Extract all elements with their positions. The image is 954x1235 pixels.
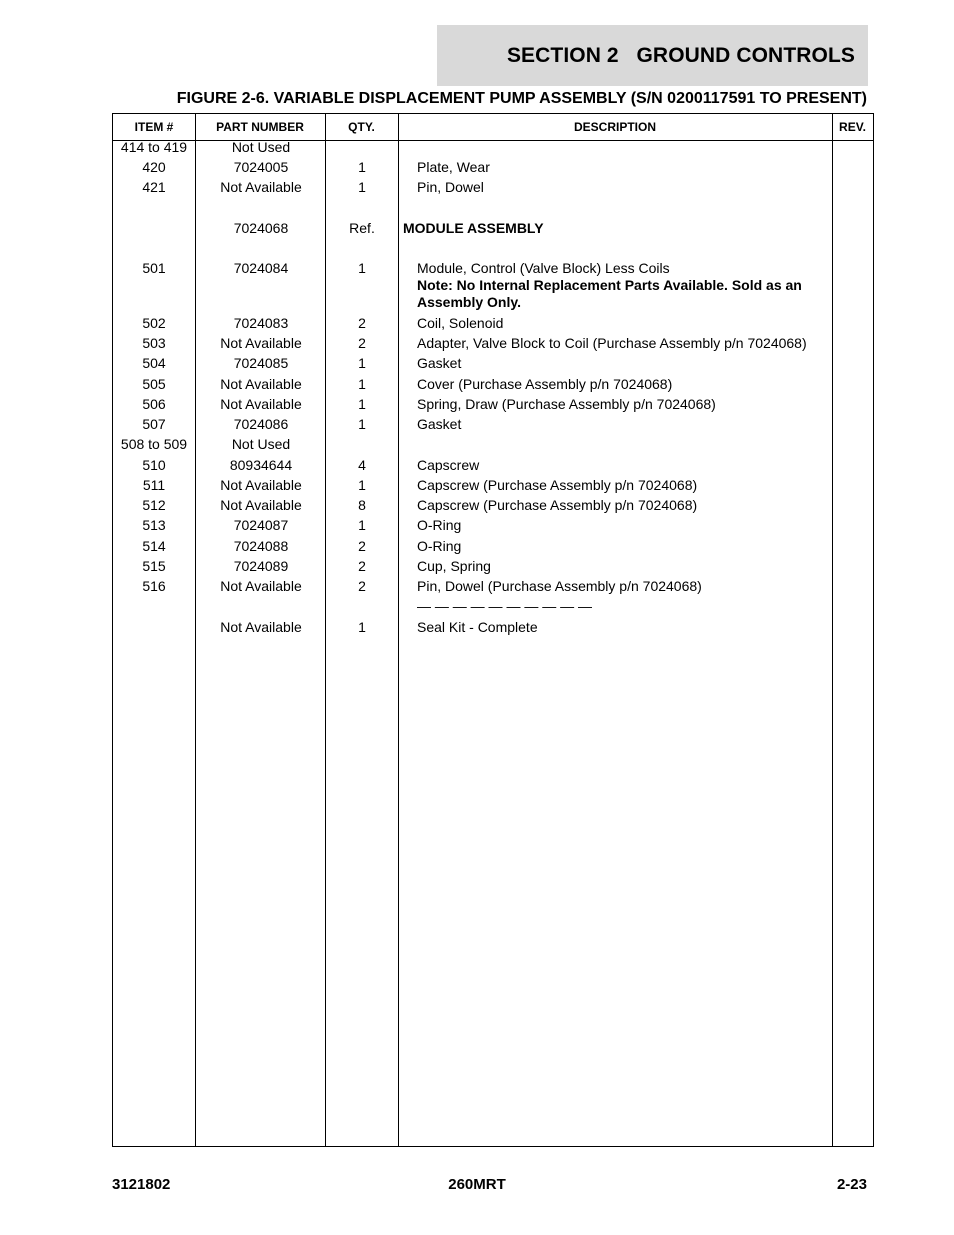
footer-page-number: 2-23 bbox=[836, 1176, 867, 1193]
description: Plate, Wear bbox=[417, 159, 490, 175]
part-number: 7024085 bbox=[233, 355, 289, 371]
description: O-Ring bbox=[417, 517, 462, 533]
description-block bbox=[417, 260, 827, 311]
part-number: Not Available bbox=[220, 477, 302, 493]
column-header-qty: QTY. bbox=[348, 120, 375, 134]
description: Seal Kit - Complete bbox=[417, 619, 538, 635]
description: Capscrew (Purchase Assembly p/n 7024068) bbox=[417, 497, 698, 513]
quantity: 1 bbox=[358, 179, 366, 195]
part-number: 80934644 bbox=[229, 457, 293, 473]
part-number: Not Available bbox=[220, 335, 302, 351]
quantity: 1 bbox=[358, 260, 366, 276]
part-number: 7024084 bbox=[233, 260, 289, 276]
footer-document-number: 3121802 bbox=[112, 1176, 171, 1193]
item-number: 512 bbox=[142, 497, 166, 513]
description: Gasket bbox=[417, 416, 462, 432]
description: Gasket bbox=[417, 355, 462, 371]
part-number: Not Available bbox=[220, 578, 302, 594]
description: Capscrew bbox=[417, 457, 480, 473]
part-number: 7024089 bbox=[233, 558, 289, 574]
quantity: Ref. bbox=[349, 220, 375, 236]
part-number: Not Used bbox=[231, 139, 291, 155]
quantity: 1 bbox=[358, 416, 366, 432]
description: Spring, Draw (Purchase Assembly p/n 7024068) bbox=[417, 396, 716, 412]
column-header-item: ITEM # bbox=[134, 120, 174, 134]
part-number: Not Available bbox=[220, 497, 302, 513]
item-number: 513 bbox=[142, 517, 166, 533]
quantity: 1 bbox=[358, 159, 366, 175]
quantity: 2 bbox=[358, 315, 366, 331]
part-number: 7024083 bbox=[233, 315, 289, 331]
separator-dashes: — — — — — — — — — — bbox=[417, 598, 593, 614]
item-number: 501 bbox=[142, 260, 166, 276]
quantity: 1 bbox=[358, 477, 366, 493]
item-number: 511 bbox=[142, 477, 166, 493]
item-number: 516 bbox=[142, 578, 166, 594]
quantity: 4 bbox=[358, 457, 366, 473]
item-number: 414 to 419 bbox=[120, 139, 188, 155]
part-number: 7024005 bbox=[233, 159, 289, 175]
column-divider bbox=[832, 114, 833, 1146]
part-number: 7024087 bbox=[233, 517, 289, 533]
description: Adapter, Valve Block to Coil (Purchase Assembly p/n 7024068) bbox=[417, 335, 807, 351]
item-number: 420 bbox=[142, 159, 166, 175]
item-number: 507 bbox=[142, 416, 166, 432]
column-header-part-number: PART NUMBER bbox=[216, 120, 304, 134]
item-number: 514 bbox=[142, 538, 166, 554]
description: Pin, Dowel (Purchase Assembly p/n 7024068) bbox=[417, 578, 702, 594]
item-number: 502 bbox=[142, 315, 166, 331]
quantity: 2 bbox=[358, 558, 366, 574]
item-number: 503 bbox=[142, 335, 166, 351]
quantity: 2 bbox=[358, 538, 366, 554]
description: Capscrew (Purchase Assembly p/n 7024068) bbox=[417, 477, 698, 493]
description: O-Ring bbox=[417, 538, 462, 554]
description: MODULE ASSEMBLY bbox=[403, 220, 544, 236]
description: Pin, Dowel bbox=[417, 179, 484, 195]
column-header-description: DESCRIPTION bbox=[573, 120, 656, 134]
part-number: Not Available bbox=[220, 376, 302, 392]
quantity: 1 bbox=[358, 619, 366, 635]
description-note: Note: No Internal Replacement Parts Available. Sold as an Assembly Only. bbox=[417, 277, 802, 310]
quantity: 2 bbox=[358, 578, 366, 594]
part-number: 7024086 bbox=[233, 416, 289, 432]
item-number: 508 to 509 bbox=[120, 436, 188, 452]
item-number: 506 bbox=[142, 396, 166, 412]
item-number: 515 bbox=[142, 558, 166, 574]
quantity: 1 bbox=[358, 376, 366, 392]
column-header-rev: REV. bbox=[839, 120, 866, 134]
quantity: 2 bbox=[358, 335, 366, 351]
part-number: Not Available bbox=[220, 179, 302, 195]
column-divider bbox=[398, 114, 399, 1146]
quantity: 1 bbox=[358, 517, 366, 533]
description: Cup, Spring bbox=[417, 558, 491, 574]
item-number: 505 bbox=[142, 376, 166, 392]
part-number: Not Available bbox=[220, 619, 302, 635]
part-number: 7024088 bbox=[233, 538, 289, 554]
item-number: 504 bbox=[142, 355, 166, 371]
description: Cover (Purchase Assembly p/n 7024068) bbox=[417, 376, 673, 392]
figure-title: FIGURE 2-6. VARIABLE DISPLACEMENT PUMP ASSEMBLY (S/N 0200117591 TO PRESENT) bbox=[176, 90, 867, 107]
part-number: 7024068 bbox=[233, 220, 289, 236]
part-number: Not Available bbox=[220, 396, 302, 412]
section-header bbox=[437, 25, 868, 86]
section-title: SECTION 2 GROUND CONTROLS bbox=[506, 43, 855, 67]
item-number: 510 bbox=[142, 457, 166, 473]
quantity: 1 bbox=[358, 396, 366, 412]
item-number: 421 bbox=[142, 179, 166, 195]
quantity: 1 bbox=[358, 355, 366, 371]
description: Coil, Solenoid bbox=[417, 315, 504, 331]
footer-model: 260MRT bbox=[448, 1176, 506, 1193]
description: Module, Control (Valve Block) Less Coils bbox=[417, 260, 670, 276]
quantity: 8 bbox=[358, 497, 366, 513]
part-number: Not Used bbox=[231, 436, 291, 452]
